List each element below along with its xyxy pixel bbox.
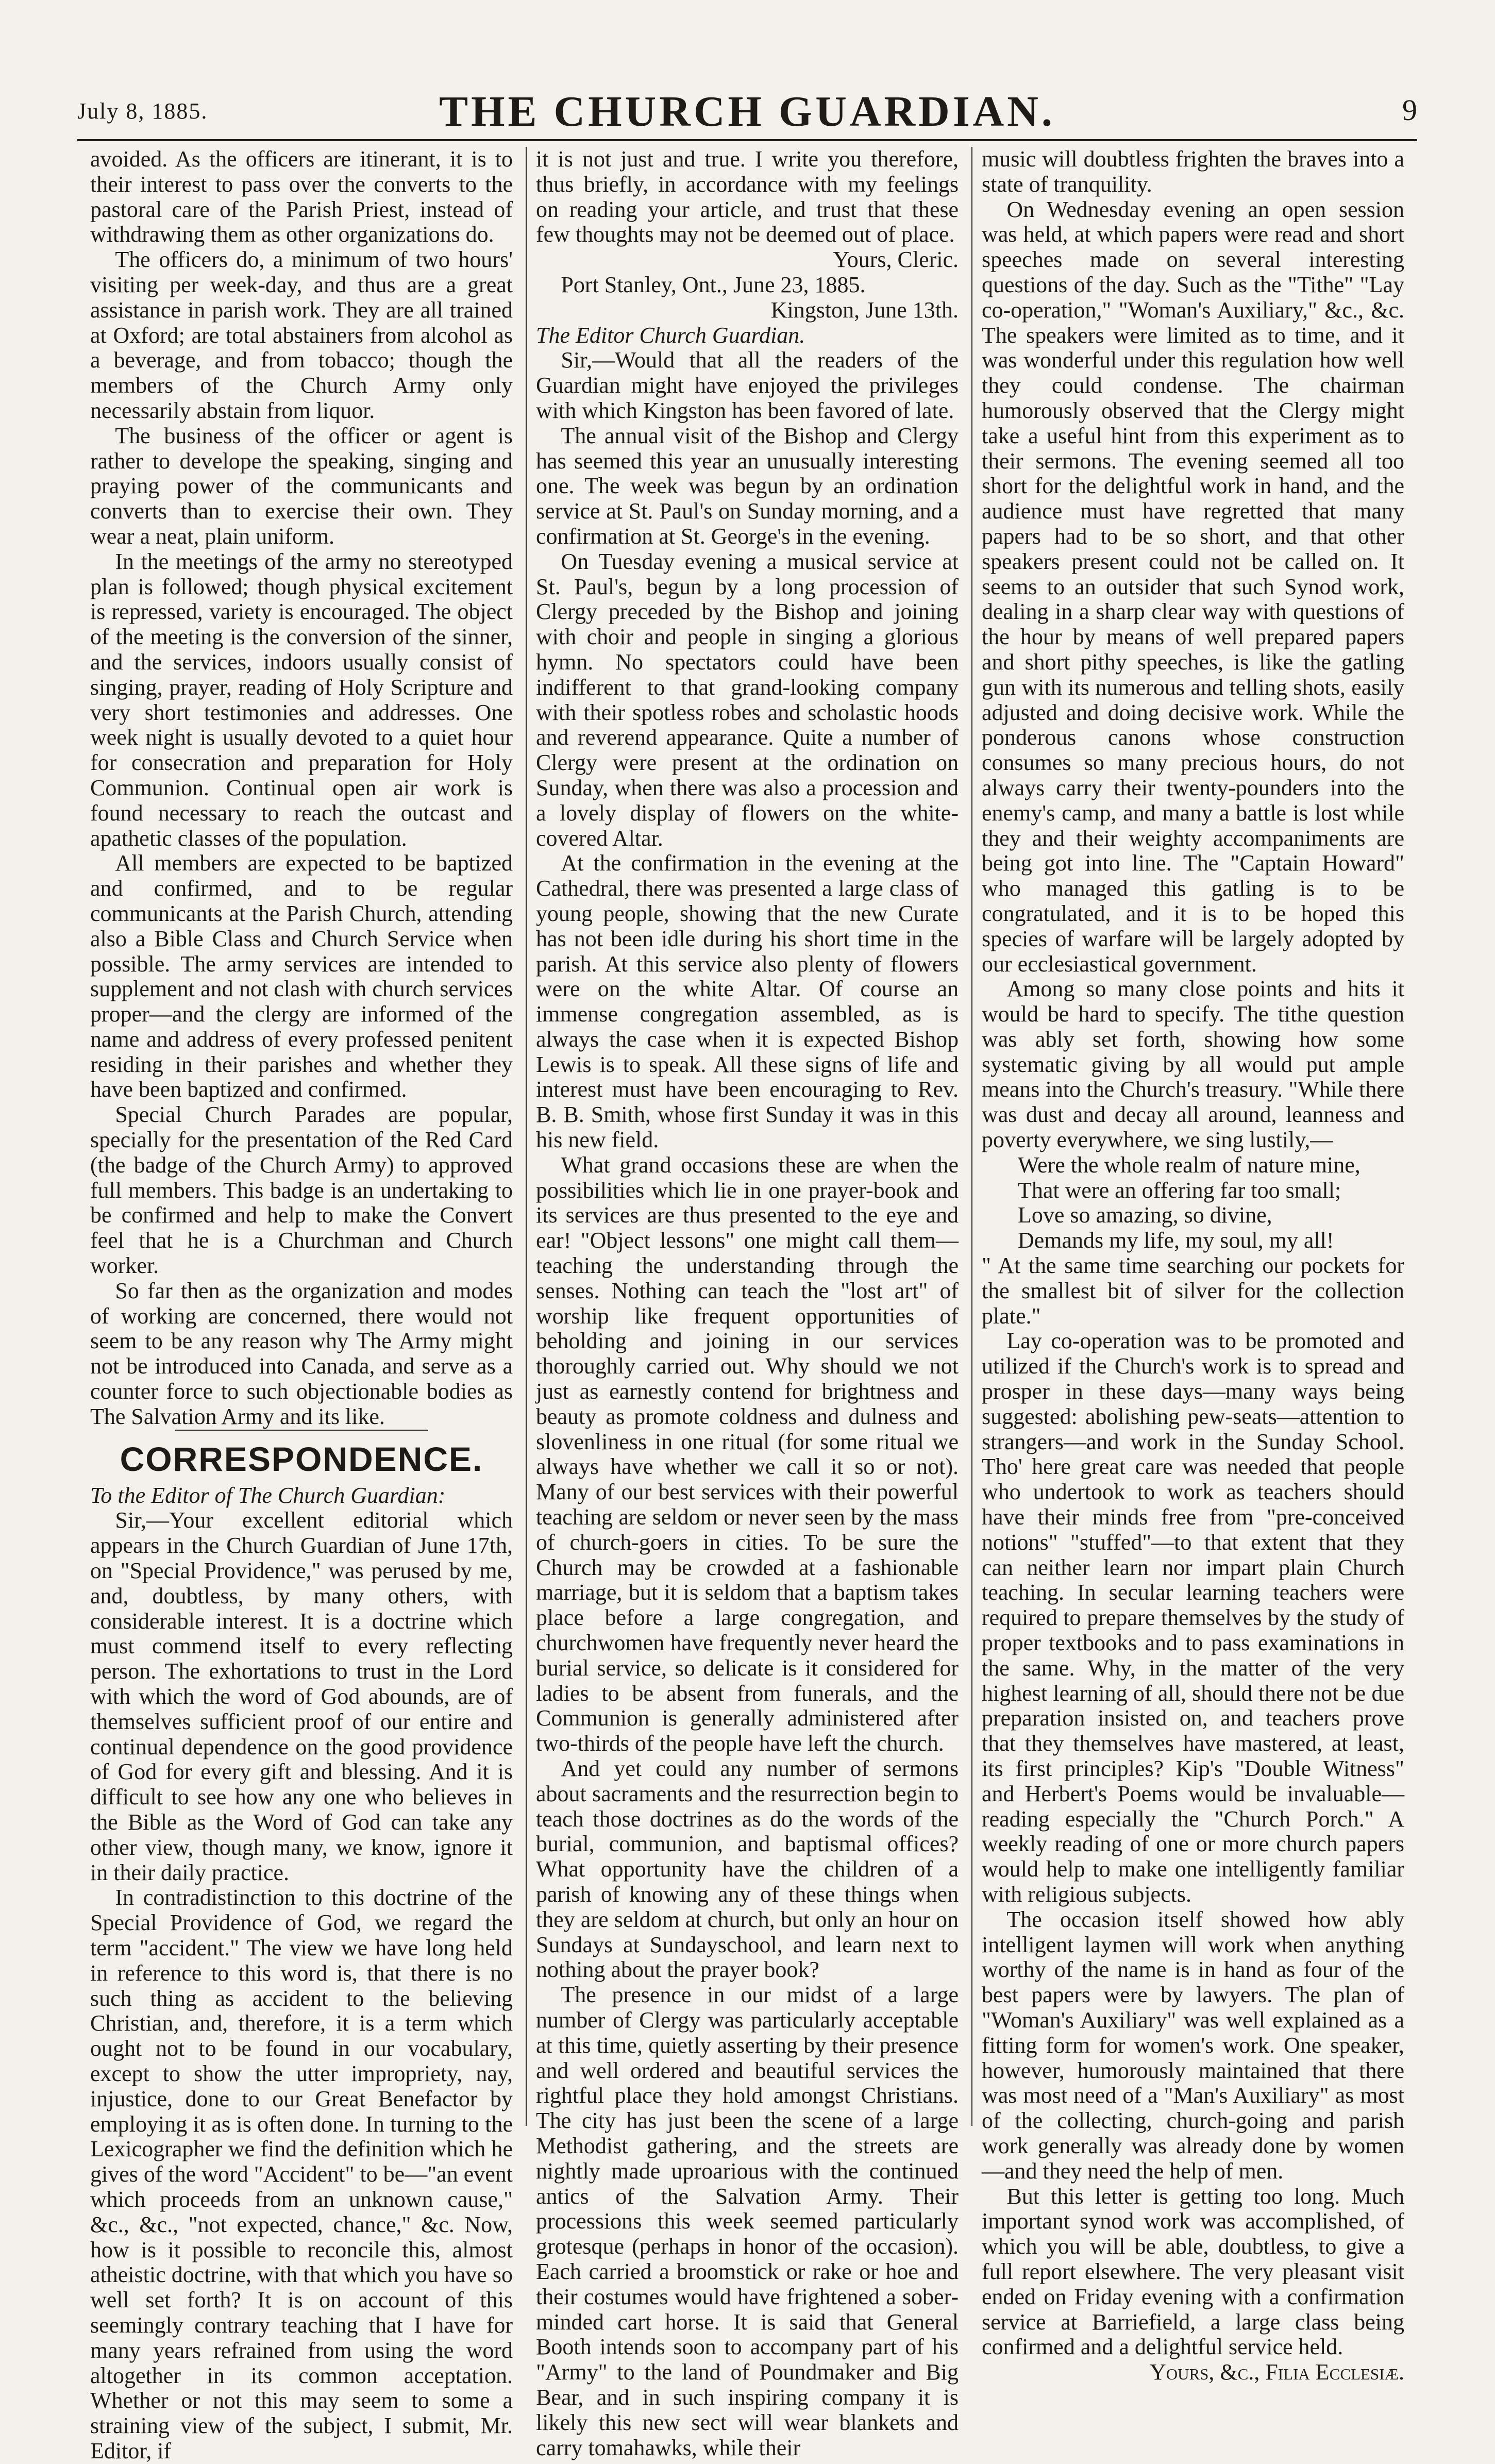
letter-paragraph: At the confirmation in the evening at the Cathedral, there was presented a large class of young people, showing that the new Curate has not been idle during his short time in the parish. At this service also plenty of flowers were on the white Altar. Of course an immense congregation assembled, as is always the case when it is expected Bishop Lewis is to speak. All these signs of life and interest must have been encouraging to Rev. B. B. Smith, whose first Sunday it was in this his new field. xyxy=(536,850,959,1153)
letter-paragraph: What grand occasions these are when the possibilities which lie in one prayer-book and its services are thus presented to the eye and ear! "Object lessons" one might call them—teaching the understanding through the senses. Nothing can teach the "lost art" of worship like frequent opportunities of beholding and joining in our services thoroughly carried out. Why should we not just as earnestly contend for brightness and beauty as promote coldness and dulness and slovenliness in one ritual (for some ritual we always have whether we call it so or not). Many of our best services with their powerful teaching are seldom or never seen by the mass of church-goers in cities. To be sure the Church may be crowded at a fashionable marriage, but it is seldom that a baptism takes place before a large congregation, and churchwomen have frequently never heard the burial service, so delicate is it considered for ladies to be absent from funerals, and the Communion is generally administered after two-thirds of the people have left the church. xyxy=(536,1152,959,1756)
page-number: 9 xyxy=(1402,93,1417,127)
letter-paragraph: On Wednesday evening an open session was held, at which papers were read and short speeches made on several interesting questions of the day. Such as the "Tithe" "Lay co-operation," "Woman's Auxiliary," &c., &c. The speakers were limited as to time, and it was wonderful under this regulation how well they could condense. The chairman humorously observed that the Clergy might take a useful hint from this experiment as to their sermons. The evening seemed all too short for the delightful work in hand, and the audience must have regretted that many papers had to be so short, and that other speakers present could not be called on. It seems to an outsider that such Synod work, dealing in a sharp clear way with questions of the hour by means of well prepared papers and short pithy speeches, is like the gatling gun with its numerous and telling shots, easily adjusted and doing decisive work. While the ponderous canons whose construction consumes so many precious hours, do not always carry their twenty-pounders into the enemy's camp, and many a battle is lost while they and their weighty accompaniments are being got into line. The "Captain Howard" who managed this gatling is to be congratulated, and it is to be hoped this species of warfare will be largely adopted by our ecclesiastical government. xyxy=(982,196,1404,977)
column-1 xyxy=(90,146,513,2463)
hymn-line: Were the whole realm of nature mine, xyxy=(1018,1152,1360,1178)
letter-paragraph: " At the same time searching our pockets for the smallest bit of silver for the collection plate." xyxy=(982,1253,1404,1329)
article-paragraph: The officers do, a minimum of two hours' visiting per week-day, and thus are a great assistance in parish work. They are all trained at Oxford; are total abstainers from alcohol as a beverage, and from tobacco; though the members of the Church Army only necessarily abstain from liquor. xyxy=(90,247,513,423)
letter-paragraph: And yet could any number of sermons about sacraments and the resurrection begin to teach those doctrines as do the words of the burial, communion, and baptismal offices? What opportunity have the children of a parish of knowing any of these things when they are seldom at church, but only an hour on Sundays at Sundayschool, and learn next to nothing about the prayer book? xyxy=(536,1756,959,1983)
letter-place-date: Port Stanley, Ont., June 23, 1885. xyxy=(561,272,866,297)
article-paragraph: All members are expected to be baptized and confirmed, and to be regular communicants at the Parish Church, attending also a Bible Class and Church Service when possible. The army services are intended to supplement and not clash with church services proper—and the clergy are informed of the name and address of every professed penitent residing in their parishes and whether they have been baptized and confirmed. xyxy=(90,850,513,1102)
masthead xyxy=(77,77,1417,134)
article-paragraph: Special Church Parades are popular, specially for the presentation of the Red Card (the badge of the Church Army) to approved full members. This badge is an undertaking to be confirmed and help to make the Convert feel that he is a Churchman and Church worker. xyxy=(90,1102,513,1279)
letter-paragraph: But this letter is getting too long. Much important synod work was accomplished, of which you will be able, doubtless, to give a full report elsewhere. The very pleasant visit ended on Friday evening with a confirmation service at Barriefield, a large class being confirmed and a delightful service held. xyxy=(982,2183,1404,2360)
letter-paragraph: Lay co-operation was to be promoted and utilized if the Church's work is to spread and prosper in these days—many ways being suggested: abolishing pew-seats—attention to strangers—and work in the Sunday School. Tho' here great care was needed that people who undertook to work as teachers should have their minds free from "pre-conceived notions" "stuffed"—to that extent that they can neither learn nor impart plain Church teaching. In secular learning teachers were required to prepare themselves by the study of proper textbooks and to pass examinations in the same. Why, in the matter of the very highest learning of all, should there not be due preparation insisted on, and teachers prove that they themselves have mastered, at least, its first principles? Kip's "Double Witness" and Herbert's Poems would be invaluable—reading especially the "Church Porch." A weekly reading of one or more church papers would help to make one intelligently familiar with religious subjects. xyxy=(982,1328,1404,1907)
letter-paragraph: The occasion itself showed how ably intelligent laymen will work when anything worthy of the name is in hand as four of the best papers were by lawyers. The plan of "Woman's Auxiliary" was well explained as a fitting form for women's work. One speaker, however, humorously maintained that there was most need of a "Man's Auxiliary" as most of the collecting, church-going and parish work generally was already done by women—and they need the help of men. xyxy=(982,1906,1404,2184)
section-rule xyxy=(175,1430,428,1431)
letter-salutation: To the Editor of The Church Guardian: xyxy=(90,1482,446,1508)
letter-paragraph: The presence in our midst of a large number of Clergy was particularly acceptable at this time, quietly asserting by their presence and well ordered and beautiful services the rightful place they hold amongst Christians. The city has just been the scene of a large Methodist gathering, and the streets are nightly made uproarious with the continued antics of the Salvation Army. Their processions this week seemed particularly grotesque (perhaps in honor of the occasion). Each carried a broomstick or rake or hoe and their costumes would have frightened a sober-minded cart horse. It is said that General Booth intends soon to accompany part of his "Army" to the land of Poundmaker and Big Bear, and in such inspiring company it is likely this new sect will wear blankets and carry tomahawks, while their xyxy=(536,1982,959,2460)
letter-paragraph: Among so many close points and hits it would be hard to specify. The tithe question was ably set forth, showing how some systematic giving by all would put ample means into the Church's treasury. "While there was dust and decay all around, leanness and poverty everywhere, we sing lustily,— xyxy=(982,976,1404,1153)
column-rule xyxy=(526,147,527,2126)
letter-signature: Yours, Cleric. xyxy=(833,247,959,273)
newspaper-title: THE CHURCH GUARDIAN. xyxy=(439,88,1055,136)
letter-paragraph: music will doubtless frighten the braves into a state of tranquility. xyxy=(982,146,1404,197)
column-2 xyxy=(536,146,959,2460)
letter-signature: Yours, &c., Filia Ecclesiæ. xyxy=(1149,2359,1404,2385)
letter-paragraph: it is not just and true. I write you therefore, thus briefly, in accordance with my feelings on reading your article, and trust that these few thoughts may not be deemed out of place. xyxy=(536,146,959,247)
column-rule xyxy=(971,147,972,2126)
column-3 xyxy=(982,146,1404,2385)
hymn-line: That were an offering far too small; xyxy=(1018,1177,1341,1203)
hymn-line: Love so amazing, so divine, xyxy=(1018,1202,1272,1228)
letter-paragraph: In contradistinction to this doctrine of the Special Providence of God, we regard the term "accident." The view we have long held in reference to this word is, that there is no such thing as accident to the believing Christian, and, therefore, it is a term which ought not to be found in our vocabulary, except to show the utter impropriety, nay, injustice, done to our Great Benefactor by employing it as is often done. In turning to the Lexicographer we find the definition which he gives of the word "Accident" to be—"an event which proceeds from an unknown cause," &c., &c., "not expected, chance," &c. Now, how is it possible to reconcile this, almost atheistic doctrine, with that which you have so well set forth? It is on account of this seemingly contrary teaching that I have for many years refrained from using the word altogether in its common acceptation. Whether or not this may seem to some a straining view of the subject, I submit, Mr. Editor, if xyxy=(90,1885,513,2463)
article-paragraph: The business of the officer or agent is rather to develope the speaking, singing and praying power of the communicants and converts than to exercise their own. They wear a neat, plain uniform. xyxy=(90,423,513,549)
hymn-line: Demands my life, my soul, my all! xyxy=(1018,1228,1334,1253)
letter-paragraph: On Tuesday evening a musical service at St. Paul's, begun by a long procession of Clergy preceded by the Bishop and joining with choir and people in singing a glorious hymn. No spectators could have been indifferent to that grand-looking company with their spotless robes and scholastic hoods and reverend appearance. Quite a number of Clergy were present at the ordination on Sunday, when there was also a procession and a lovely display of flowers on the white-covered Altar. xyxy=(536,548,959,851)
masthead-rule xyxy=(77,139,1417,141)
article-paragraph: avoided. As the officers are itinerant, it is to their interest to pass over the converts to the pastoral care of the Parish Priest, instead of withdrawing them as other organizations do. xyxy=(90,146,513,247)
letter-salutation: The Editor Church Guardian. xyxy=(536,322,805,348)
letter-paragraph: Sir,—Your excellent editorial which appears in the Church Guardian of June 17th, on "Special Providence," was perused by me, and, doubtless, by many others, with considerable interest. It is a doctrine which must commend itself to every reflecting person. The exhortations to trust in the Lord with which the word of God abounds, are of themselves sufficient proof of our entire and continual dependence on the good providence of God for every gift and blessing. And it is difficult to see how any one who believes in the Bible as the Word of God can take any other view, though many, we know, ignore it in their daily practice. xyxy=(90,1507,513,1885)
letter-paragraph: The annual visit of the Bishop and Clergy has seemed this year an unusually interesting one. The week was begun by an ordination service at St. Paul's on Sunday morning, and a confirmation at St. George's in the evening. xyxy=(536,423,959,549)
article-paragraph: In the meetings of the army no stereotyped plan is followed; though physical excitement is repressed, variety is encouraged. The object of the meeting is the conversion of the sinner, and the services, indoors usually consist of singing, prayer, reading of Holy Scripture and very short testimonies and addresses. One week night is usually devoted to a quiet hour for consecration and preparation for Holy Communion. Continual open air work is found necessary to reach the outcast and apathetic classes of the population. xyxy=(90,548,513,851)
article-paragraph: So far then as the organization and modes of working are concerned, there would not seem to be any reason why The Army might not be introduced into Canada, and serve as a counter force to such objectionable bodies as The Salvation Army and its like. xyxy=(90,1278,513,1429)
section-heading: CORRESPONDENCE. xyxy=(120,1439,483,1478)
issue-date: July 8, 1885. xyxy=(77,98,208,124)
letter-place-date: Kingston, June 13th. xyxy=(770,297,959,323)
letter-paragraph: Sir,—Would that all the readers of the Guardian might have enjoyed the privileges with which Kingston has been favored of late. xyxy=(536,347,959,423)
